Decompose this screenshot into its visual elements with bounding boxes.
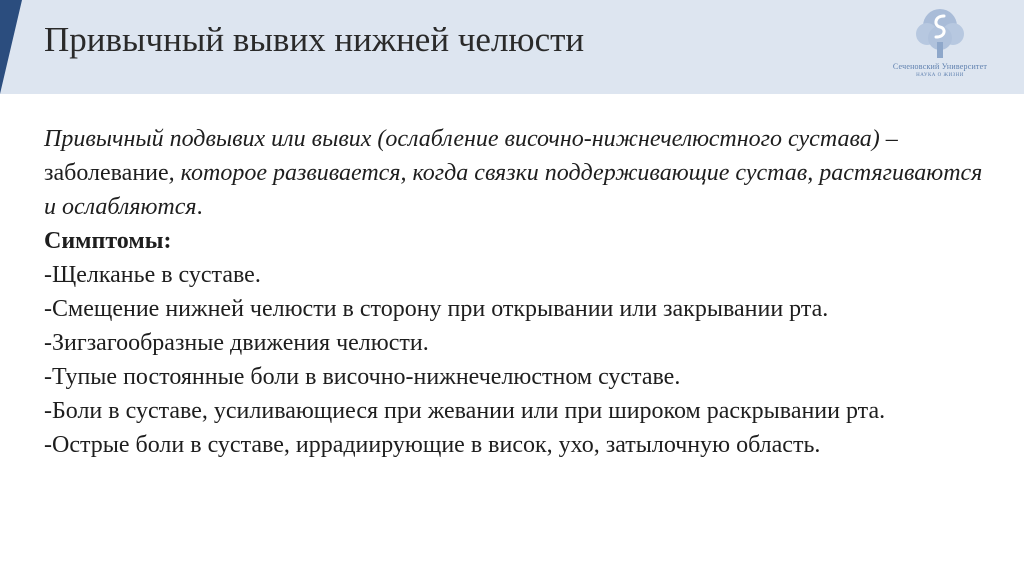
intro-dash: – (879, 126, 898, 152)
symptom-item: -Щелканье в суставе. (44, 262, 261, 288)
slide-header (0, 0, 1024, 94)
symptom-item: -Смещение нижней челюсти в сторону при открывании или закрывании рта. (44, 296, 829, 322)
slide-body (44, 122, 994, 462)
intro-term: заболевание (44, 160, 169, 186)
slide-title: Привычный вывих нижней челюсти (44, 20, 585, 59)
intro-part2: , которое развивается, когда связки поддерживающие сустав, растягиваются и ослабляются (44, 160, 983, 220)
accent-stripe (0, 0, 22, 94)
symptom-item: -Зигзагообразные движения челюсти. (44, 330, 429, 356)
tree-logo-icon (910, 6, 970, 60)
symptom-item: -Боли в суставе, усиливающиеся при жевании или при широком раскрывании рта. (44, 398, 886, 424)
symptom-item: -Тупые постоянные боли в височно-нижнечелюстном суставе. (44, 364, 681, 390)
intro-paragraph (44, 122, 994, 224)
symptom-item: -Острые боли в суставе, иррадиирующие в висок, ухо, затылочную область. (44, 432, 821, 458)
symptoms-heading: Симптомы: (44, 228, 172, 254)
intro-period: . (196, 194, 203, 220)
intro-part1: Привычный подвывих или вывих (ослабление височно-нижнечелюстного сустава) (44, 126, 880, 152)
logo-subtitle: НАУКА О ЖИЗНИ (916, 73, 964, 78)
logo-name: Сеченовский Университет (892, 62, 988, 71)
university-logo (880, 6, 1000, 88)
